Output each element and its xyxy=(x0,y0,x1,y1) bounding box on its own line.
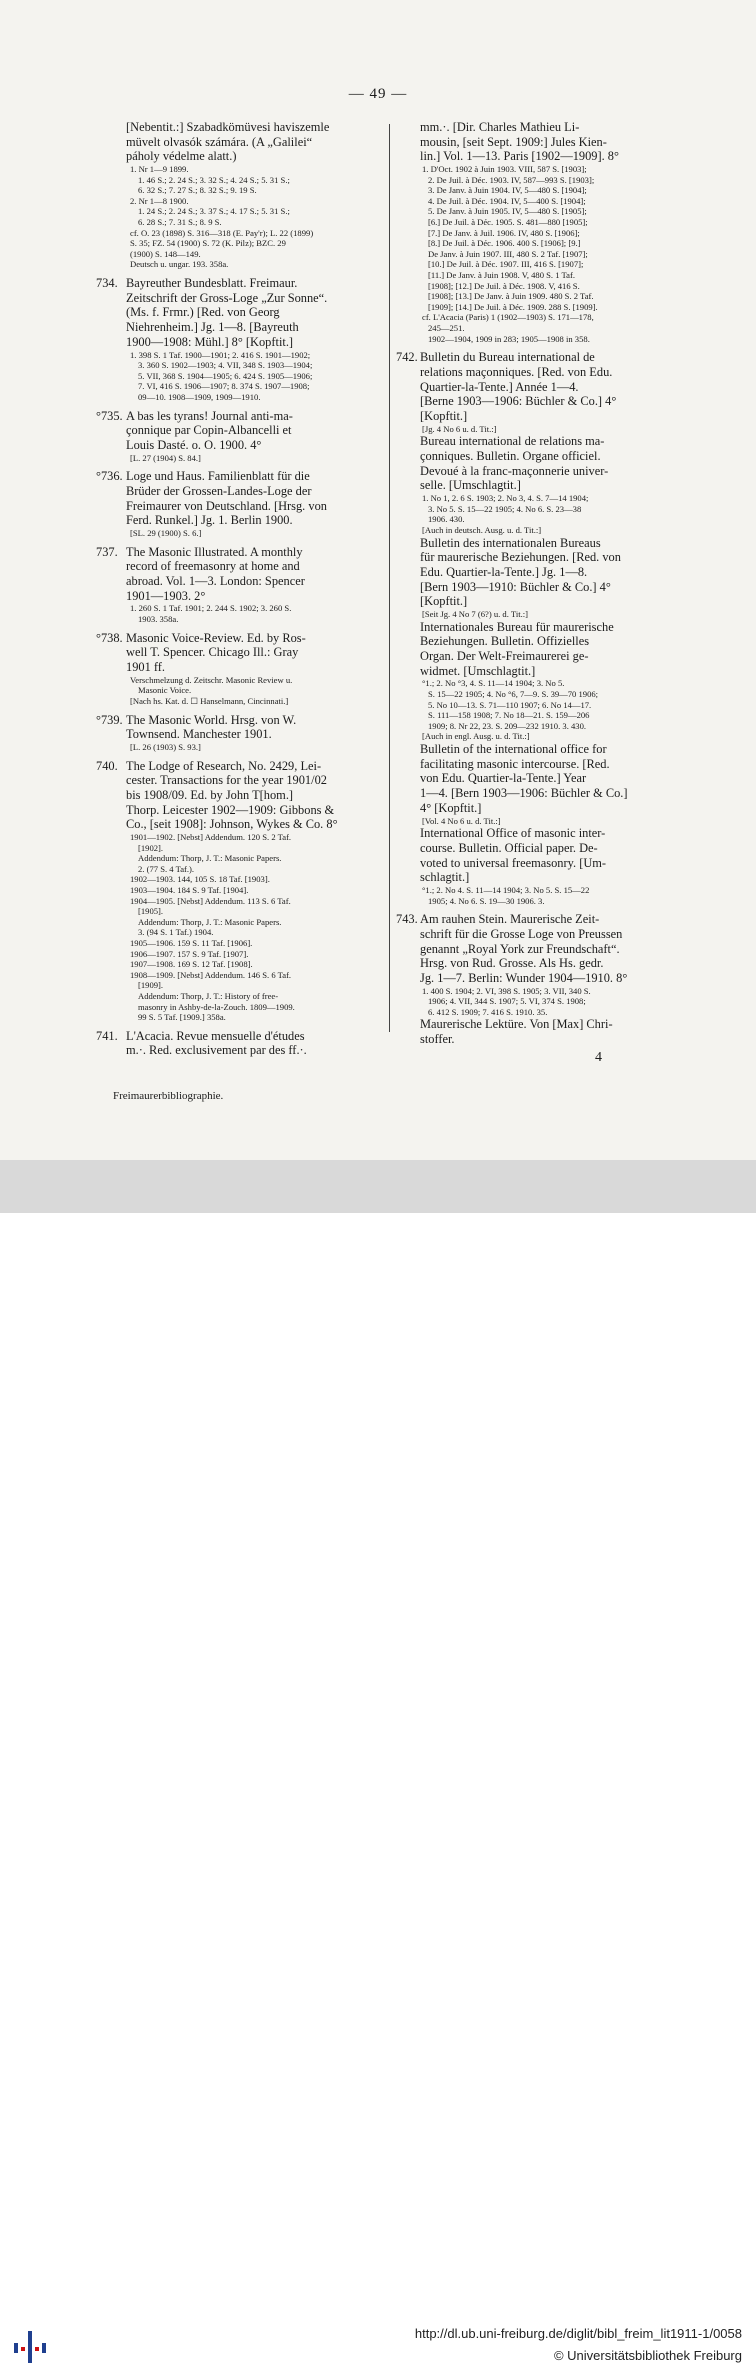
note-line: 1906; 4. VII, 344 S. 1907; 5. VI, 374 S. 1908; xyxy=(428,996,586,1007)
note-line: 1. 24 S.; 2. 24 S.; 3. 37 S.; 4. 17 S.; 5. 31 S.; xyxy=(138,206,290,217)
text-line: Zeitschrift der Gross-Loge „Zur Sonne“. xyxy=(126,290,328,305)
entry-text: A bas les tyrans! Journal anti-ma- xyxy=(126,408,293,423)
entry-first-line xyxy=(96,409,386,424)
text-line: Co., [seit 1908]: Johnson, Wykes & Co. 8° xyxy=(126,817,338,832)
note-line: 2. Nr 1—8 1900. xyxy=(130,195,189,206)
text-line: Freimaurer von Deutschland. [Hrsg. von xyxy=(126,498,327,513)
text-line: 4° [Kopftit.] xyxy=(420,800,482,815)
note-line: (1900) S. 148—149. xyxy=(130,248,201,259)
page-number: — 49 — xyxy=(348,86,408,102)
footer-title: Freimaurerbibliographie. xyxy=(113,1090,224,1102)
text-line: 1901—1903. 2° xyxy=(126,588,206,603)
right-column xyxy=(396,120,664,1080)
note-line: 3. De Janv. à Juin 1904. IV, 5—480 S. [1904]; xyxy=(428,185,587,196)
text-line: Niehrenheim.] Jg. 1—8. [Bayreuth xyxy=(126,320,299,335)
text-line: 1900—1908: Mühl.] 8° [Kopftit.] xyxy=(126,334,294,349)
text-line: Bulletin of the international office for xyxy=(420,741,607,756)
text-line: lin.] Vol. 1—13. Paris [1902—1909]. 8° xyxy=(420,149,619,164)
note-line: [Nach hs. Kat. d. ☐ Hanselmann, Cincinnati.] xyxy=(130,695,289,706)
entry-text: L'Acacia. Revue mensuelle d'études xyxy=(126,1028,305,1043)
note-line: 4. De Juil. à Déc. 1904. IV, 5—400 S. [1904]; xyxy=(428,195,586,206)
entry-text: Masonic Voice-Review. Ed. by Ros- xyxy=(126,630,306,645)
text-line: Internationales Bureau für maurerische xyxy=(420,619,614,634)
note-line: [Vol. 4 No 6 u. d. Tit.:] xyxy=(422,815,501,826)
note-line: °1.; 2. No 4. S. 11—14 1904; 3. No 5. S. 15—22 xyxy=(422,884,590,895)
note-line: 6. 28 S.; 7. 31 S.; 8. 9 S. xyxy=(138,217,222,228)
note-line: [1905]. xyxy=(138,906,164,917)
note-line: 3. (94 S. 1 Taf.) 1904. xyxy=(138,927,214,938)
text-line: çonniques. Bulletin. Organe officiel. xyxy=(420,449,601,464)
note-line: 2. (77 S. 4 Taf.). xyxy=(138,863,195,874)
entry-first-line xyxy=(96,1029,386,1044)
note-line: 3. No 5. S. 15—22 1905; 4. No 6. S. 23—38 xyxy=(428,503,582,514)
text-line: selle. [Umschlagtit.] xyxy=(420,478,521,493)
text-line: (Ms. f. Frmr.) [Red. von Georg xyxy=(126,305,280,320)
viewer-footer-bar xyxy=(0,1160,756,2363)
note-line: 1904—1905. [Nebst] Addendum. 113 S. 6 Taf. xyxy=(130,895,291,906)
note-line: [6.] De Juil. à Déc. 1905. S. 481—880 [1905]; xyxy=(428,217,588,228)
text-line: abroad. Vol. 1—3. London: Spencer xyxy=(126,574,305,589)
entry-text: Am rauhen Stein. Maurerische Zeit- xyxy=(420,912,600,927)
text-line: Edu. Quartier-la-Tente.] Jg. 1—8. xyxy=(420,564,588,579)
note-line: 245—251. xyxy=(428,323,465,334)
text-line: mousin, [seit Sept. 1909:] Jules Kien- xyxy=(420,134,607,149)
text-line: Louis Dasté. o. O. 1900. 4° xyxy=(126,437,262,452)
text-line: schlagtit.] xyxy=(420,870,470,885)
signature-mark: 4 xyxy=(595,1050,602,1065)
note-line: Masonic Voice. xyxy=(138,685,192,696)
note-line: [Seit Jg. 4 No 7 (6?) u. d. Tit.:] xyxy=(422,609,528,620)
note-line: 1905; 4. No 6. S. 19—30 1906. 3. xyxy=(428,895,545,906)
text-line: record of freemasonry at home and xyxy=(126,559,300,574)
note-line: [1909]. xyxy=(138,980,164,991)
note-line: Addendum: Thorp, J. T.: Masonic Papers. xyxy=(138,853,282,864)
note-line: [Jg. 4 No 6 u. d. Tit.:] xyxy=(422,423,497,434)
note-line: [8.] De Juil. à Déc. 1906. 400 S. [1906]; [9.] xyxy=(428,238,581,249)
left-column xyxy=(96,120,386,1100)
note-line: 1902—1903. 144, 105 S. 18 Taf. [1903]. xyxy=(130,874,270,885)
note-line: [L. 27 (1904) S. 84.] xyxy=(130,452,201,463)
text-line: [Kopftit.] xyxy=(420,409,468,424)
text-line: mm.·. [Dir. Charles Mathieu Li- xyxy=(420,120,580,134)
text-line: 1—4. [Bern 1903—1906: Büchler & Co.] xyxy=(420,786,628,801)
text-line: course. Bulletin. Official paper. De- xyxy=(420,840,598,855)
entry-text: Bayreuther Bundesblatt. Freimaur. xyxy=(126,276,298,291)
entry-text: Loge und Haus. Familienblatt für die xyxy=(126,469,310,484)
text-line: [Bern 1903—1910: Büchler & Co.] 4° xyxy=(420,579,611,594)
entry-first-line xyxy=(96,469,386,484)
note-line: cf. O. 23 (1898) S. 316—318 (E. Pay'r); L. 22 (1899) xyxy=(130,227,314,238)
text-line: bis 1908/09. Ed. by John T[hom.] xyxy=(126,787,294,802)
entry-number: °736. xyxy=(96,469,123,484)
note-line: 6. 32 S.; 7. 27 S.; 8. 32 S.; 9. 19 S. xyxy=(138,185,257,196)
text-line: Bulletin des internationalen Bureaus xyxy=(420,535,601,550)
text-line: páholy védelme alatt.) xyxy=(126,149,237,164)
note-line: [L. 26 (1903) S. 93.] xyxy=(130,741,201,752)
entry-text: The Masonic World. Hrsg. von W. xyxy=(126,712,297,727)
text-line: Organ. Der Welt-Freimaurerei ge- xyxy=(420,649,589,664)
text-line: stoffer. xyxy=(420,1032,455,1047)
note-line: 1906. 430. xyxy=(428,514,465,525)
text-line: widmet. [Umschlagtit.] xyxy=(420,663,536,678)
entry-number: 737. xyxy=(96,544,118,559)
note-line: 1903. 358a. xyxy=(138,614,179,625)
entry-text: The Masonic Illustrated. A monthly xyxy=(126,544,303,559)
text-line: well T. Spencer. Chicago Ill.: Gray xyxy=(126,645,299,660)
note-line: 5. VII, 368 S. 1904—1905; 6. 424 S. 1905—1906; xyxy=(138,370,313,381)
text-line: relations maçonniques. [Red. von Edu. xyxy=(420,364,613,379)
note-line: 1909; 8. Nr 22, 23. S. 209—232 1910. 3. 430. xyxy=(428,720,587,731)
note-line: De Janv. à Juin 1907. III, 480 S. 2 Taf. [1907]; xyxy=(428,248,588,259)
scanned-page xyxy=(0,0,756,1160)
entry-first-line xyxy=(96,276,386,291)
note-line: [11.] De Janv. à Juin 1908. V, 480 S. 1 Taf. xyxy=(428,270,575,281)
note-line: masonry in Ashby-de-la-Zouch. 1809—1909. xyxy=(138,1001,295,1012)
note-line: 1901—1902. [Nebst] Addendum. 120 S. 2 Taf. xyxy=(130,832,292,843)
note-line: 1903—1904. 184 S. 9 Taf. [1904]. xyxy=(130,885,249,896)
note-line: 5. No 10—13. S. 71—110 1907; 6. No 14—17. xyxy=(428,699,592,710)
note-line: S. 111—158 1908; 7. No 18—21. S. 159—206 xyxy=(428,710,590,721)
text-line: [Nebentit.:] Szabadkömüvesi haviszemle xyxy=(126,120,330,134)
text-line: müvelt olvasók számára. (A „Galilei“ xyxy=(126,134,313,149)
text-line: Bureau international de relations ma- xyxy=(420,434,605,449)
text-line: çonnique par Copin-Albancelli et xyxy=(126,423,292,438)
note-line: [Auch in deutsch. Ausg. u. d. Tit.:] xyxy=(422,524,542,535)
note-line: 09—10. 1908—1909, 1909—1910. xyxy=(138,391,261,402)
entry-first-line xyxy=(96,545,386,560)
note-line: cf. L'Acacia (Paris) 1 (1902—1903) S. 171—178, xyxy=(422,312,594,323)
note-line: 1. 46 S.; 2. 24 S.; 3. 32 S.; 4. 24 S.; 5. 31 S.; xyxy=(138,174,290,185)
permalink-url[interactable]: http://dl.ub.uni-freiburg.de/diglit/bibl_freim_lit1911-1/0058 xyxy=(414,2326,742,2341)
note-line: 1906—1907. 157 S. 9 Taf. [1907]. xyxy=(130,948,249,959)
note-line: [1908]; [12.] De Juil. à Déc. 1908. V, 416 S. xyxy=(428,280,580,291)
note-line: 6. 412 S. 1909; 7. 416 S. 1910. 35. xyxy=(428,1006,548,1017)
text-line: schrift für die Grosse Loge von Preussen xyxy=(420,926,623,941)
text-line: Quartier-la-Tente.] Année 1—4. xyxy=(420,379,579,394)
note-line: 2. De Juil. à Déc. 1903. IV, 587—993 S. [1903]; xyxy=(428,174,595,185)
text-line: Ferd. Runkel.] Jg. 1. Berlin 1900. xyxy=(126,513,293,528)
entry-first-line xyxy=(396,912,664,927)
note-line: 1908—1909. [Nebst] Addendum. 146 S. 6 Taf. xyxy=(130,969,292,980)
text-line: [Berne 1903—1906: Büchler & Co.] 4° xyxy=(420,394,617,409)
ub-freiburg-logo-icon xyxy=(12,2327,48,2367)
entry-number: 734. xyxy=(96,276,118,291)
entry-number: °738. xyxy=(96,630,123,645)
note-line: 1905—1906. 159 S. 11 Taf. [1906]. xyxy=(130,937,253,948)
copyright-notice: © Universitätsbibliothek Freiburg xyxy=(553,2348,742,2363)
note-line: °1.; 2. No °3, 4. S. 11—14 1904; 3. No 5. xyxy=(422,678,565,689)
note-line: 99 S. 5 Taf. [1909.] 358a. xyxy=(138,1012,226,1023)
note-line: Verschmelzung d. Zeitschr. Masonic Review u. xyxy=(130,674,293,685)
text-line: International Office of masonic inter- xyxy=(420,826,606,841)
note-line: Deutsch u. ungar. 193. 358a. xyxy=(130,259,229,270)
note-line: 1. D'Oct. 1902 à Juin 1903. VIII, 587 S. [1903]; xyxy=(422,164,587,175)
entry-first-line xyxy=(396,350,664,365)
text-line: Hrsg. von Rud. Grosse. Als Hs. gedr. xyxy=(420,956,604,971)
note-line: 7. VI, 416 S. 1906—1907; 8. 374 S. 1907—1908; xyxy=(138,381,310,392)
text-line: voted to universal freemasonry. [Um- xyxy=(420,855,607,870)
text-line: Maurerische Lektüre. Von [Max] Chri- xyxy=(420,1017,613,1032)
note-line: 1. 400 S. 1904; 2. VI, 398 S. 1905; 3. VII, 340 S. xyxy=(422,985,591,996)
entry-number: 741. xyxy=(96,1028,118,1043)
entry-first-line xyxy=(96,759,386,774)
note-line: [1909]; [14.] De Juil. à Déc. 1909. 288 S. [1909]. xyxy=(428,301,598,312)
note-line: 1. 260 S. 1 Taf. 1901; 2. 244 S. 1902; 3. 260 S. xyxy=(130,603,292,614)
text-line: für maurerische Beziehungen. [Red. von xyxy=(420,550,621,565)
note-line: [Auch in engl. Ausg. u. d. Tit.:] xyxy=(422,731,530,742)
note-line: [10.] De Juil. à Déc. 1907. III, 416 S. [1907]; xyxy=(428,259,584,270)
entry-number: °735. xyxy=(96,408,123,423)
text-line: Beziehungen. Bulletin. Offizielles xyxy=(420,634,590,649)
text-line: cester. Transactions for the year 1901/02 xyxy=(126,773,327,788)
note-line: 3. 360 S. 1902—1903; 4. VII, 348 S. 1903—1904; xyxy=(138,360,313,371)
entry-text: The Lodge of Research, No. 2429, Lei- xyxy=(126,758,322,773)
text-line: von Edu. Quartier-la-Tente.] Year xyxy=(420,771,587,786)
entry-first-line xyxy=(96,713,386,728)
note-line: 1. No 1, 2. 6 S. 1903; 2. No 3, 4. S. 7—14 1904; xyxy=(422,493,589,504)
note-line: S. 35; FZ. 54 (1900) S. 72 (K. Pilz); BZC. 29 xyxy=(130,238,286,249)
note-line: 5. De Janv. à Juin 1905. IV, 5—480 S. [1905]; xyxy=(428,206,587,217)
entry-number: 742. xyxy=(396,350,418,365)
column-divider xyxy=(389,124,390,1032)
entry-number: 743. xyxy=(396,912,418,927)
entry-text: Bulletin du Bureau international de xyxy=(420,350,595,365)
note-line: [7.] De Janv. à Juil. 1906. IV, 480 S. [1906]; xyxy=(428,227,580,238)
entry-number: °739. xyxy=(96,712,123,727)
text-line: 1901 ff. xyxy=(126,660,166,675)
text-line: facilitating masonic intercourse. [Red. xyxy=(420,756,610,771)
text-line: [Kopftit.] xyxy=(420,594,468,609)
note-line: Addendum: Thorp, J. T.: History of free- xyxy=(138,990,279,1001)
note-line: [SL. 29 (1900) S. 6.] xyxy=(130,528,202,539)
note-line: [1902]. xyxy=(138,842,164,853)
note-line: S. 15—22 1905; 4. No °6, 7—9. S. 39—70 1906; xyxy=(428,689,599,700)
note-line: Addendum: Thorp, J. T.: Masonic Papers. xyxy=(138,916,282,927)
text-line: Jg. 1—7. Berlin: Wunder 1904—1910. 8° xyxy=(420,970,628,985)
entry-first-line xyxy=(96,631,386,646)
text-line: Townsend. Manchester 1901. xyxy=(126,727,272,742)
note-line: 1. 398 S. 1 Taf. 1900—1901; 2. 416 S. 1901—1902; xyxy=(130,349,311,360)
note-line: [1908]; [13.] De Janv. à Juin 1909. 480 S. 2 Taf. xyxy=(428,291,594,302)
note-line: 1907—1908. 169 S. 12 Taf. [1908]. xyxy=(130,959,253,970)
text-line: Brüder der Grossen-Landes-Loge der xyxy=(126,483,312,498)
text-line: Thorp. Leicester 1902—1909: Gibbons & xyxy=(126,802,335,817)
note-line: 1. Nr 1—9 1899. xyxy=(130,164,189,175)
entry-number: 740. xyxy=(96,758,118,773)
text-line: genannt „Royal York zur Freundschaft“. xyxy=(420,941,620,956)
note-line: 1902—1904, 1909 in 283; 1905—1908 in 358. xyxy=(428,333,590,344)
text-line: Devoué à la franc-maçonnerie univer- xyxy=(420,463,609,478)
text-line: m.·. Red. exclusivement par des ff.·. xyxy=(126,1043,307,1058)
